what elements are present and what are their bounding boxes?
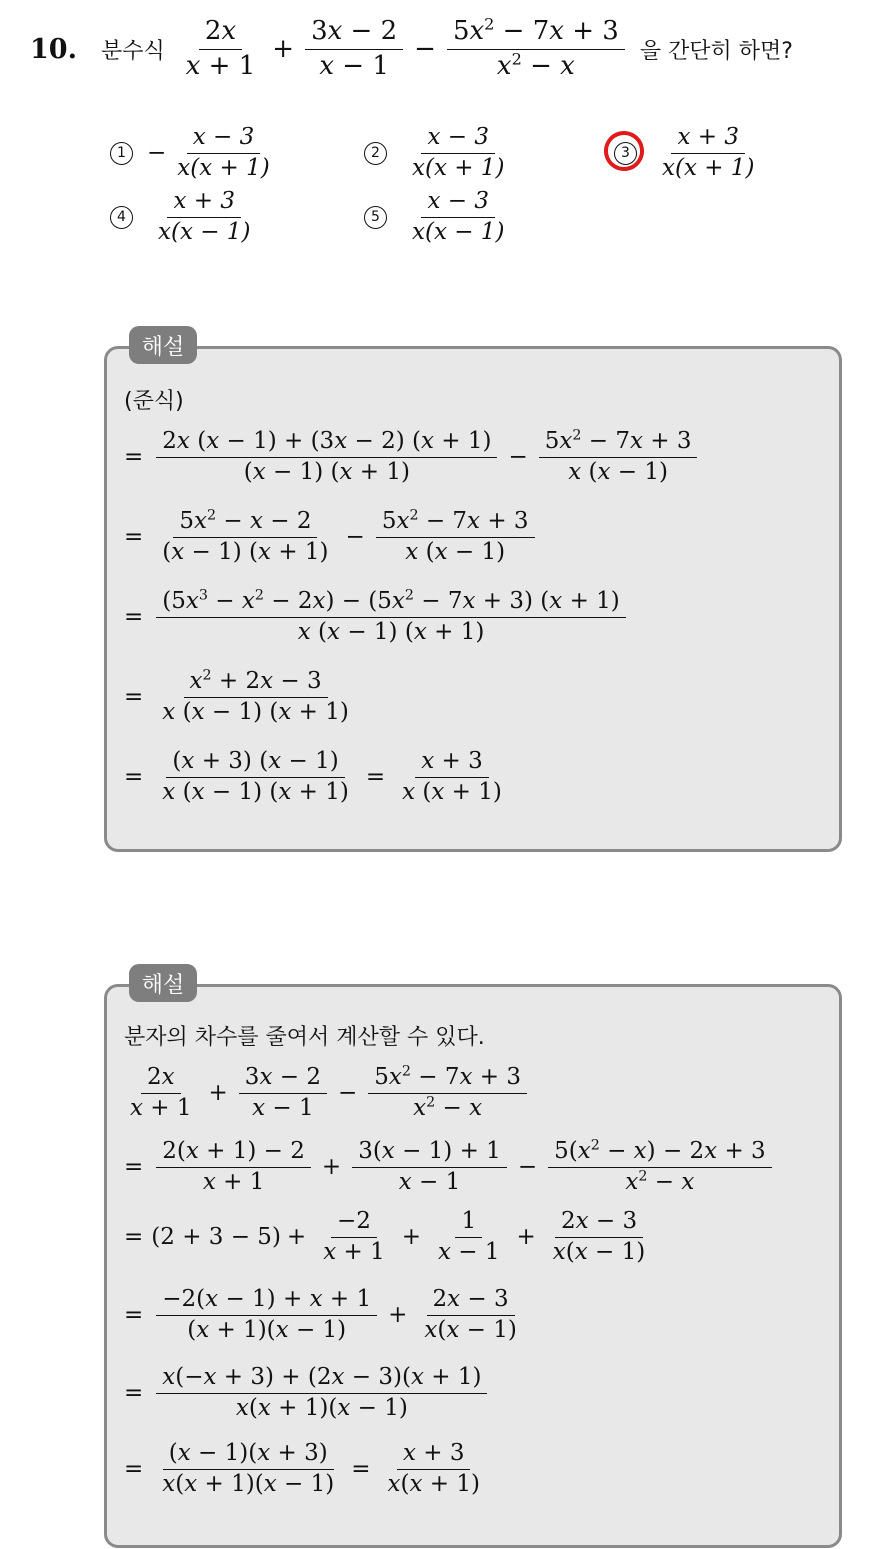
solution-step: = $\frac{2x (x - 1) + (3x - 2) (x + 1)}{(x - 1) (x + 1)}$ − $\frac{5x^2 - 7x + 3}{x (x - 1)}$ <box>124 428 702 486</box>
choice-marker: 1 <box>110 142 133 165</box>
solution-step: = $\frac{x^2 + 2x - 3}{x (x - 1) (x + 1)}$ <box>124 667 349 725</box>
choice-fraction: $\frac{x + 3}{x(x + 1)}$ <box>662 124 755 181</box>
solution-step: = $\frac{-2(x - 1) + x + 1}{(x + 1)(x - 1)}$ + $\frac{2x - 3}{x(x - 1)}$ <box>124 1286 517 1343</box>
choice-5[interactable] <box>364 188 515 246</box>
choice-4[interactable] <box>110 188 261 246</box>
solution-step: = $\frac{2(x + 1) - 2}{x + 1}$ + $\frac{3(x - 1) + 1}{x - 1}$ − $\frac{5(x^2 - x) - 2x + 3}{x^2 - x}$ <box>124 1138 777 1196</box>
solution-step: $\frac{2x}{x + 1}$ + $\frac{3x - 2}{x - 1}$ − $\frac{5x^2 - 7x + 3}{x^2 - x}$ <box>124 1064 532 1122</box>
question-prefix: 분수식 <box>100 38 165 64</box>
solution-step: = $\frac{(x - 1)(x + 3)}{x(x + 1)(x - 1)}$ = $\frac{x + 3}{x(x + 1)}$ <box>124 1440 480 1497</box>
question-fraction-1: $\frac{2x}{x + 1}$ <box>185 16 256 81</box>
solution-step: = $\frac{5x^2 - x - 2}{(x - 1) (x + 1)}$ − $\frac{5x^2 - 7x + 3}{x (x - 1)}$ <box>124 508 540 566</box>
choice-sign: − <box>147 140 167 167</box>
question-fraction-3: $\frac{5x^2 - 7x + 3}{x^2 - x}$ <box>447 16 625 81</box>
choice-marker: 2 <box>364 142 387 165</box>
question-fraction-2: $\frac{3x - 2}{x - 1}$ <box>305 16 403 81</box>
explanation-label: 해설 <box>129 964 197 1002</box>
choice-fraction: $\frac{x - 3}{x(x + 1)}$ <box>412 124 505 181</box>
choice-2[interactable] <box>364 124 515 182</box>
explanation-intro: 분자의 차수를 줄여서 계산할 수 있다. <box>124 1025 485 1050</box>
choice-marker: 4 <box>110 206 133 229</box>
choice-1[interactable] <box>110 124 281 182</box>
choice-fraction: $\frac{x - 3}{x(x + 1)}$ <box>177 124 270 181</box>
choice-fraction: $\frac{x - 3}{x(x - 1)}$ <box>412 188 505 245</box>
solution-step: = $\frac{(x + 3) (x - 1)}{x (x - 1) (x + 1)}$ = $\frac{x + 3}{x (x + 1)}$ <box>124 748 502 805</box>
choice-fraction: $\frac{x + 3}{x(x - 1)}$ <box>158 188 251 245</box>
choice-marker: 5 <box>364 206 387 229</box>
explanation-intro: (준식) <box>124 389 184 414</box>
choice-marker: 3 <box>614 142 637 165</box>
question-number: 10. <box>30 33 77 65</box>
solution-step: = $\frac{(5x^3 - x^2 - 2x) - (5x^2 - 7x + 3) (x + 1)}{x (x - 1) (x + 1)}$ <box>124 588 631 646</box>
question-line: 10. 분수식 $\frac{2x}{x + 1}$ + $\frac{3x - 2}{x - 1}$ − $\frac{5x^2 - 7x + 3}{x^2 - x}$ 을 간단히 하면? <box>30 14 793 81</box>
explanation-label: 해설 <box>129 326 197 364</box>
solution-step: = $\frac{x(-x + 3) + (2x - 3)(x + 1)}{x(x + 1)(x - 1)}$ <box>124 1364 492 1422</box>
solution-step: = (2 + 3 − 5) + $\frac{-2}{x + 1}$ + $\frac{1}{x - 1}$ + $\frac{2x - 3}{x(x - 1)}$ <box>124 1208 646 1265</box>
question-suffix: 을 간단히 하면? <box>639 38 793 64</box>
